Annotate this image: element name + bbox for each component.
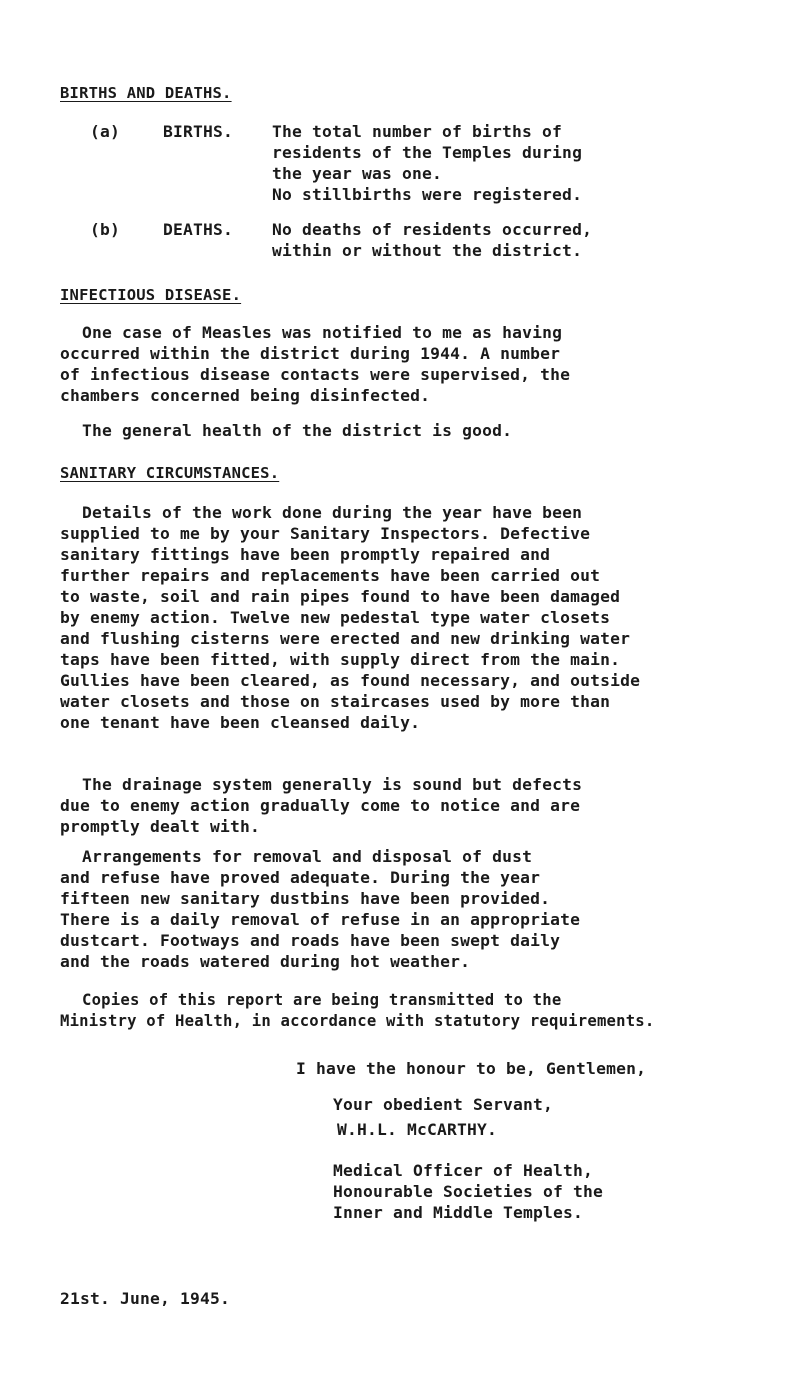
- births-deaths-heading: BIRTHS AND DEATHS.: [60, 84, 232, 102]
- signatory-name: W.H.L. McCARTHY.: [337, 1120, 498, 1139]
- paragraph-line: occurred within the district during 1944. A number: [60, 344, 561, 363]
- paragraph-line: Copies of this report are being transmitted to the: [82, 991, 562, 1009]
- paragraph-line: by enemy action. Twelve new pedestal type water closets: [60, 608, 611, 627]
- closing-servant: Your obedient Servant,: [333, 1095, 554, 1114]
- deaths-marker: (b): [90, 220, 121, 239]
- paragraph-line: dustcart. Footways and roads have been swept daily: [60, 931, 561, 950]
- paragraph-line: The general health of the district is good.: [82, 421, 513, 440]
- births-marker: (a): [90, 122, 121, 141]
- sanitary-paragraph-3: [60, 846, 580, 972]
- deaths-text: [272, 219, 592, 261]
- infectious-paragraph-1: [60, 322, 570, 406]
- sanitary-paragraph-2: [60, 774, 582, 837]
- births-text: [272, 121, 582, 205]
- paragraph-line: The drainage system generally is sound but defects: [82, 775, 583, 794]
- paragraph-line: Arrangements for removal and disposal of dust: [82, 847, 533, 866]
- deaths-line: No deaths of residents occurred,: [272, 220, 593, 239]
- report-date: 21st. June, 1945.: [60, 1289, 231, 1308]
- closing-salutation: I have the honour to be, Gentlemen,: [296, 1059, 647, 1078]
- births-line: No stillbirths were registered.: [272, 185, 583, 204]
- sanitary-paragraph-1: [60, 502, 640, 733]
- paragraph-line: and refuse have proved adequate. During the year: [60, 868, 541, 887]
- paragraph-line: one tenant have been cleansed daily.: [60, 713, 421, 732]
- infectious-heading: INFECTIOUS DISEASE.: [60, 286, 242, 304]
- births-label: BIRTHS.: [163, 122, 234, 141]
- paragraph-line: taps have been fitted, with supply direct from the main.: [60, 650, 621, 669]
- paragraph-line: and flushing cisterns were erected and new drinking water: [60, 629, 631, 648]
- paragraph-line: further repairs and replacements have been carried out: [60, 566, 601, 585]
- paragraph-line: Gullies have been cleared, as found necessary, and outside: [60, 671, 641, 690]
- paragraph-line: promptly dealt with.: [60, 817, 261, 836]
- paragraph-line: Ministry of Health, in accordance with statutory requirements.: [60, 1012, 655, 1030]
- paragraph-line: chambers concerned being disinfected.: [60, 386, 431, 405]
- signatory-title: [333, 1160, 603, 1223]
- births-line: residents of the Temples during: [272, 143, 583, 162]
- paragraph-line: to waste, soil and rain pipes found to have been damaged: [60, 587, 621, 606]
- paragraph-line: due to enemy action gradually come to notice and are: [60, 796, 581, 815]
- paragraph-line: fifteen new sanitary dustbins have been provided.: [60, 889, 551, 908]
- paragraph-line: water closets and those on staircases used by more than: [60, 692, 611, 711]
- births-line: the year was one.: [272, 164, 443, 183]
- paragraph-line: of infectious disease contacts were supervised, the: [60, 365, 571, 384]
- paragraph-line: supplied to me by your Sanitary Inspectors. Defective: [60, 524, 591, 543]
- paragraph-line: Details of the work done during the year have been: [82, 503, 583, 522]
- sanitary-heading: SANITARY CIRCUMSTANCES.: [60, 464, 280, 482]
- infectious-paragraph-2: [60, 420, 512, 441]
- deaths-label: DEATHS.: [163, 220, 234, 239]
- title-line: Honourable Societies of the: [333, 1182, 604, 1201]
- title-line: Inner and Middle Temples.: [333, 1203, 584, 1222]
- paragraph-line: sanitary fittings have been promptly repaired and: [60, 545, 551, 564]
- paragraph-line: and the roads watered during hot weather.: [60, 952, 471, 971]
- title-line: Medical Officer of Health,: [333, 1161, 594, 1180]
- births-line: The total number of births of: [272, 122, 563, 141]
- sanitary-paragraph-4: [60, 990, 654, 1032]
- paragraph-line: There is a daily removal of refuse in an appropriate: [60, 910, 581, 929]
- paragraph-line: One case of Measles was notified to me as having: [82, 323, 563, 342]
- deaths-line: within or without the district.: [272, 241, 583, 260]
